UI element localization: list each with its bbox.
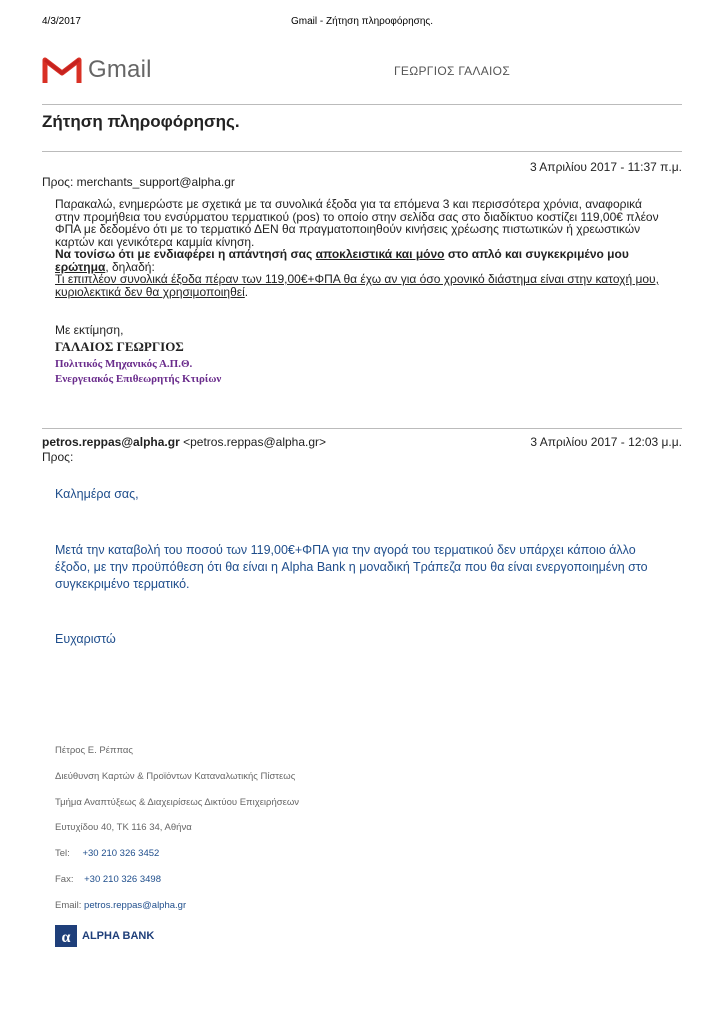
gmail-logo[interactable] [42, 52, 172, 88]
message-body [55, 542, 665, 593]
emphasis-text: Να τονίσω ότι με ενδιαφέρει η απάντησή σας [55, 247, 316, 261]
account-name: ΓΕΩΡΓΙΟΣ ΓΑΛΑΙΟΣ [394, 64, 511, 78]
body-line: στην προμήθεια του ενσύρματου τερματικού (pos) το οποίο στην σελίδα σας στο διαδίκτυο κοστίζει 119,00€ πλέον [55, 209, 659, 224]
message-body [55, 198, 670, 298]
email-subject: Ζήτηση πληροφόρησης. [42, 112, 240, 131]
alpha-bank-icon [55, 925, 77, 947]
question-line: Τι επιπλέον συνολικά έξοδα πέραν των 119,00€+ΦΠΑ θα έχω αν για όσο χρονικό διάστημα είναι στην κατοχή μου, [55, 272, 659, 286]
alpha-bank-logo [55, 925, 165, 947]
signature-fax [55, 874, 161, 885]
question-text: κυριολεκτικά δεν θα χρησιμοποιηθεί [55, 284, 245, 299]
body-line: καρτών και γενικότερα καμμία κίνηση. [55, 234, 255, 249]
sender-full: <petros.reppas@alpha.gr> [183, 435, 327, 449]
tel-label: Tel: [55, 848, 70, 859]
emphasis-text: στο απλό και συγκεκριμένο μου [444, 247, 629, 261]
question-line [55, 286, 670, 299]
signature-address: Ευτυχίδου 40, ΤΚ 116 34, Αθήνα [55, 822, 192, 833]
signature-name: Πέτρος Ε. Ρέππας [55, 745, 133, 756]
alpha-bank-logo-text: ALPHA BANK [82, 930, 155, 942]
to-label: Προς: [42, 450, 74, 464]
email-link[interactable]: petros.reppas@alpha.gr [84, 900, 187, 911]
signature-department: Τμήμα Αναπτύξεως & Διαχειρίσεως Δικτύου Επιχειρήσεων [55, 797, 299, 808]
gmail-logo-text: Gmail [88, 56, 152, 83]
body-line: Παρακαλώ, ενημερώστε με σχετικά με τα συνολικά έξοδα για τα επόμενα 3 και περισσότερα χρόνια, αναφορικά [55, 197, 642, 211]
emphasis-underlined: αποκλειστικά και μόνο [315, 247, 445, 261]
divider [42, 428, 682, 429]
signature [55, 323, 221, 385]
signature-title: Πολιτικός Μηχανικός Α.Π.Θ. [55, 358, 193, 370]
to-address[interactable]: merchants_support@alpha.gr [76, 175, 235, 189]
divider [42, 104, 682, 105]
recipient-line [42, 175, 235, 189]
body-line: Μετά την καταβολή του ποσού των 119,00€+ΦΠΑ για την αγορά του τερματικού δεν υπάρχει κάποιο άλλο [55, 543, 636, 557]
thanks: Ευχαριστώ [55, 632, 116, 646]
greeting: Καλημέρα σας, [55, 487, 139, 501]
email-label: Email: [55, 900, 82, 911]
signature-email [55, 900, 186, 911]
body-line: συγκεκριμένο τερματικό. [55, 577, 190, 591]
signature-department: Διεύθυνση Καρτών & Προϊόντων Καταναλωτικής Πίστεως [55, 771, 296, 782]
body-line: ΦΠΑ με δεδομένο ότι με το τερματικό ΔΕΝ θα πραγματοποιηθούν κινήσεις χρέωσης πιστωτικών ή χρεωστικών [55, 222, 641, 236]
print-date: 4/3/2017 [42, 16, 81, 27]
body-line: έξοδο, με την προϋπόθεση ότι θα είναι η Alpha Bank η μοναδική Τράπεζα που θα είναι ενεργοποιημένη στο [55, 560, 648, 574]
print-header [42, 16, 682, 30]
fax-link[interactable]: +30 210 326 3498 [84, 874, 161, 885]
signature-name: ΓΑΛΑΙΟΣ ΓΕΩΡΓΙΟΣ [55, 339, 184, 354]
emphasis-text: , δηλαδή: [105, 259, 155, 274]
divider [42, 151, 682, 152]
sender-line [42, 435, 326, 449]
gmail-icon [42, 54, 82, 86]
message-date: 3 Απριλίου 2017 - 11:37 π.μ. [529, 160, 682, 174]
fax-label: Fax: [55, 874, 74, 885]
signature-tel [55, 848, 159, 859]
message-date: 3 Απριλίου 2017 - 12:03 μ.μ. [530, 435, 682, 449]
signature-title: Ενεργειακός Επιθεωρητής Κτιρίων [55, 373, 222, 385]
print-title: Gmail - Ζήτηση πληροφόρησης. [290, 16, 434, 27]
emphasis-underlined: ερώτημα [55, 259, 106, 274]
to-label: Προς: [42, 175, 74, 189]
svg-text:α: α [61, 929, 71, 946]
tel-link[interactable]: +30 210 326 3452 [82, 848, 160, 859]
closing: Με εκτίμηση, [55, 323, 124, 337]
question-end: . [244, 284, 249, 299]
sender-email[interactable]: petros.reppas@alpha.gr [42, 435, 180, 449]
